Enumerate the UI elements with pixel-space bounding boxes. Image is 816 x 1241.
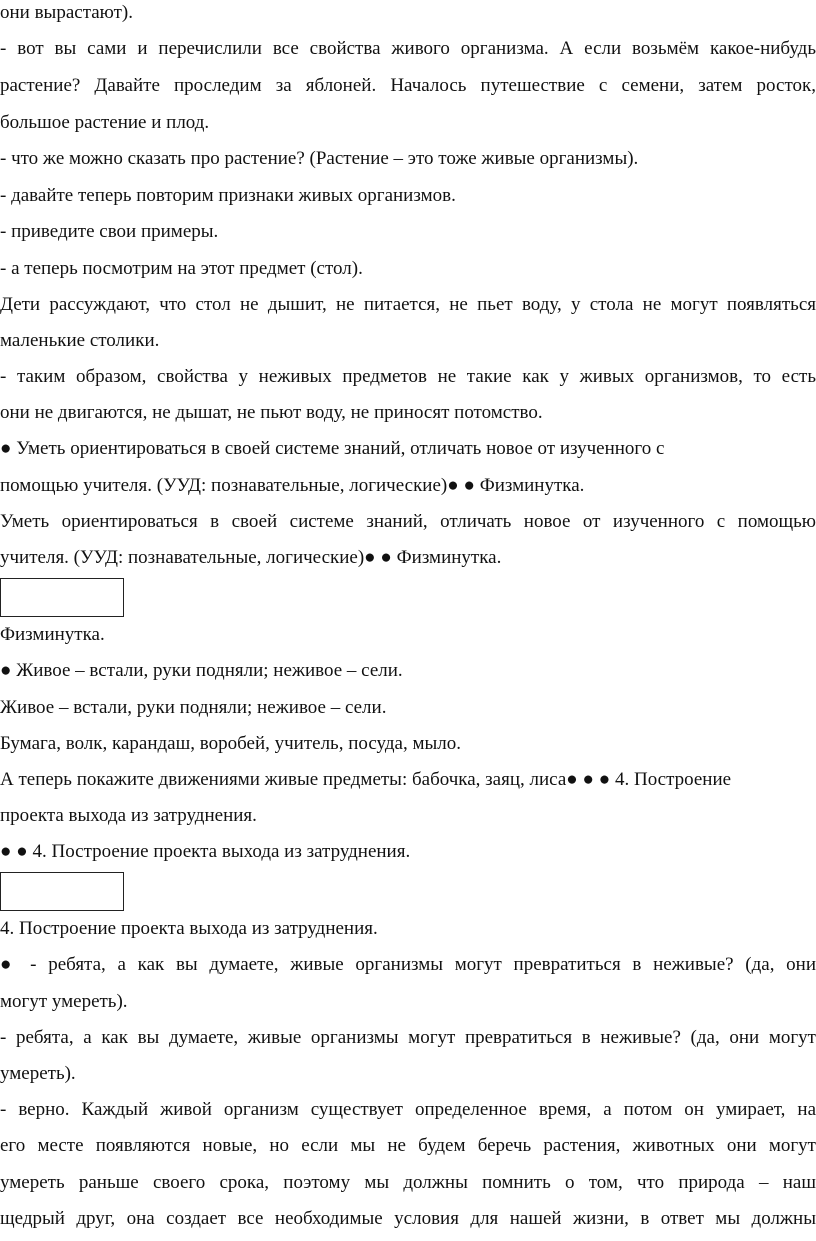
bullet-icon: ● [447,475,459,496]
text-line: умереть раньше своего срока, поэтому мы должны помнить о том, что природа – наш [0,1172,816,1193]
bullet-icon: ● [566,769,578,790]
text-line: - приведите свои примеры. [0,221,219,242]
text-line: Уметь ориентироваться в своей системе знаний, отличать новое от изученного с помощью [0,511,816,532]
text-line: проекта выхода из затруднения. [0,805,257,826]
text-line: маленькие столики. [0,330,160,351]
bullet-icon: ● [0,660,12,681]
bullet-icon: ● [582,769,594,790]
bullet-icon: ● [364,547,376,568]
text-line: Бумага, волк, карандаш, воробей, учитель, посуда, мыло. [0,733,461,754]
text-line: Живое – встали, руки подняли; неживое – сели. [0,697,387,718]
text-line: они вырастают). [0,2,133,23]
text-line: А теперь покажите движениями живые предметы: бабочка, заяц, лиса● ● ● 4. Построение [0,769,732,790]
text-line: могут умереть). [0,991,128,1012]
text-line: - таким образом, свойства у неживых предметов не такие как у живых организмов, то есть [0,366,816,387]
text-line: - а теперь посмотрим на этот предмет (стол). [0,258,363,279]
text-line: - вот вы сами и перечислили все свойства живого организма. А если возьмём какое-нибудь [0,38,816,59]
text-line: растение? Давайте проследим за яблоней. Началось путешествие с семени, затем росток, [0,75,816,96]
text-line: - верно. Каждый живой организм существует определенное время, а потом он умирает, на [0,1099,816,1120]
bullet-line: ● - ребята, а как вы думаете, живые организмы могут превратиться в неживые? (да, они [0,954,816,975]
bullet-icon: ● [16,841,28,862]
text-line: Физминутка. [0,624,105,645]
text-line: помощью учителя. (УУД: познавательные, логические)● ● Физминутка. [0,475,585,496]
bullet-icon: ● [0,954,19,975]
bullet-icon: ● [0,438,12,459]
bullet-icon: ● [380,547,392,568]
empty-frame [0,578,124,617]
bullet-line: ● Уметь ориентироваться в своей системе знаний, отличать новое от изученного с [0,438,665,459]
text-line: - давайте теперь повторим признаки живых организмов. [0,185,456,206]
bullet-icon: ● [463,475,475,496]
text-line: - что же можно сказать про растение? (Растение – это тоже живые организмы). [0,148,639,169]
text-line: - ребята, а как вы думаете, живые организмы могут превратиться в неживые? (да, они могут [0,1027,816,1048]
bullet-icon: ● [598,769,611,790]
text-line: большое растение и плод. [0,112,210,133]
text-line: щедрый друг, она создает все необходимые условия для нашей жизни, в ответ мы должны [0,1208,816,1229]
text-line: умереть). [0,1063,76,1084]
empty-frame [0,872,124,911]
bullet-line: ● Живое – встали, руки подняли; неживое – сели. [0,660,403,681]
text-line: 4. Построение проекта выхода из затруднения. [0,918,378,939]
text-line: Дети рассуждают, что стол не дышит, не питается, не пьет воду, у стола не могут появляться [0,294,816,315]
bullet-icon: ● [0,841,12,862]
bullet-line: ● ● 4. Построение проекта выхода из затруднения. [0,841,411,862]
text-line: они не двигаются, не дышат, не пьют воду, не приносят потомство. [0,402,543,423]
text-line: его месте появляются новые, но если мы не будем беречь растения, животных они могут [0,1135,816,1156]
text-line: учителя. (УУД: познавательные, логические)● ● Физминутка. [0,547,502,568]
